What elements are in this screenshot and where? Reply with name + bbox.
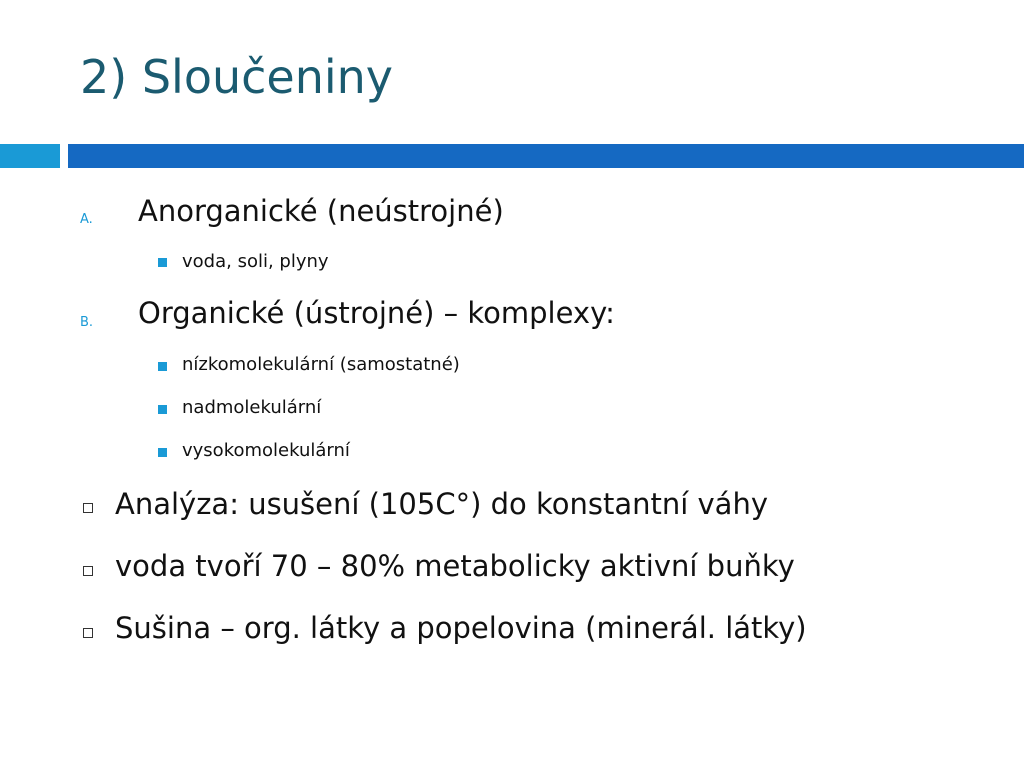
hollow-square-bullet-icon: [83, 628, 93, 638]
list-marker-a: A.: [80, 212, 93, 227]
list-item-b: Organické (ústrojné) – komplexy:: [138, 296, 615, 330]
header-bar-accent-right: [68, 144, 1024, 168]
hollow-square-bullet-icon: [83, 503, 93, 513]
sub-item-b-2: nadmolekulární: [182, 397, 322, 418]
hollow-square-bullet-icon: [83, 566, 93, 576]
square-bullet-icon: [158, 362, 167, 371]
bullet-item-1: Analýza: usušení (105C°) do konstantní váhy: [115, 487, 768, 521]
square-bullet-icon: [158, 258, 167, 267]
bullet-item-2: voda tvoří 70 – 80% metabolicky aktivní buňky: [115, 549, 795, 583]
bullet-item-3: Sušina – org. látky a popelovina (minerál. látky): [115, 611, 807, 645]
slide-title: 2) Sloučeniny: [80, 50, 394, 104]
list-marker-b: B.: [80, 315, 94, 330]
sub-item-b-3: vysokomolekulární: [182, 440, 350, 461]
list-item-a: Anorganické (neústrojné): [138, 194, 504, 228]
square-bullet-icon: [158, 448, 167, 457]
sub-item-a-1: voda, soli, plyny: [182, 251, 329, 272]
header-bar-accent-left: [0, 144, 60, 168]
square-bullet-icon: [158, 405, 167, 414]
sub-item-b-1: nízkomolekulární (samostatné): [182, 354, 460, 375]
